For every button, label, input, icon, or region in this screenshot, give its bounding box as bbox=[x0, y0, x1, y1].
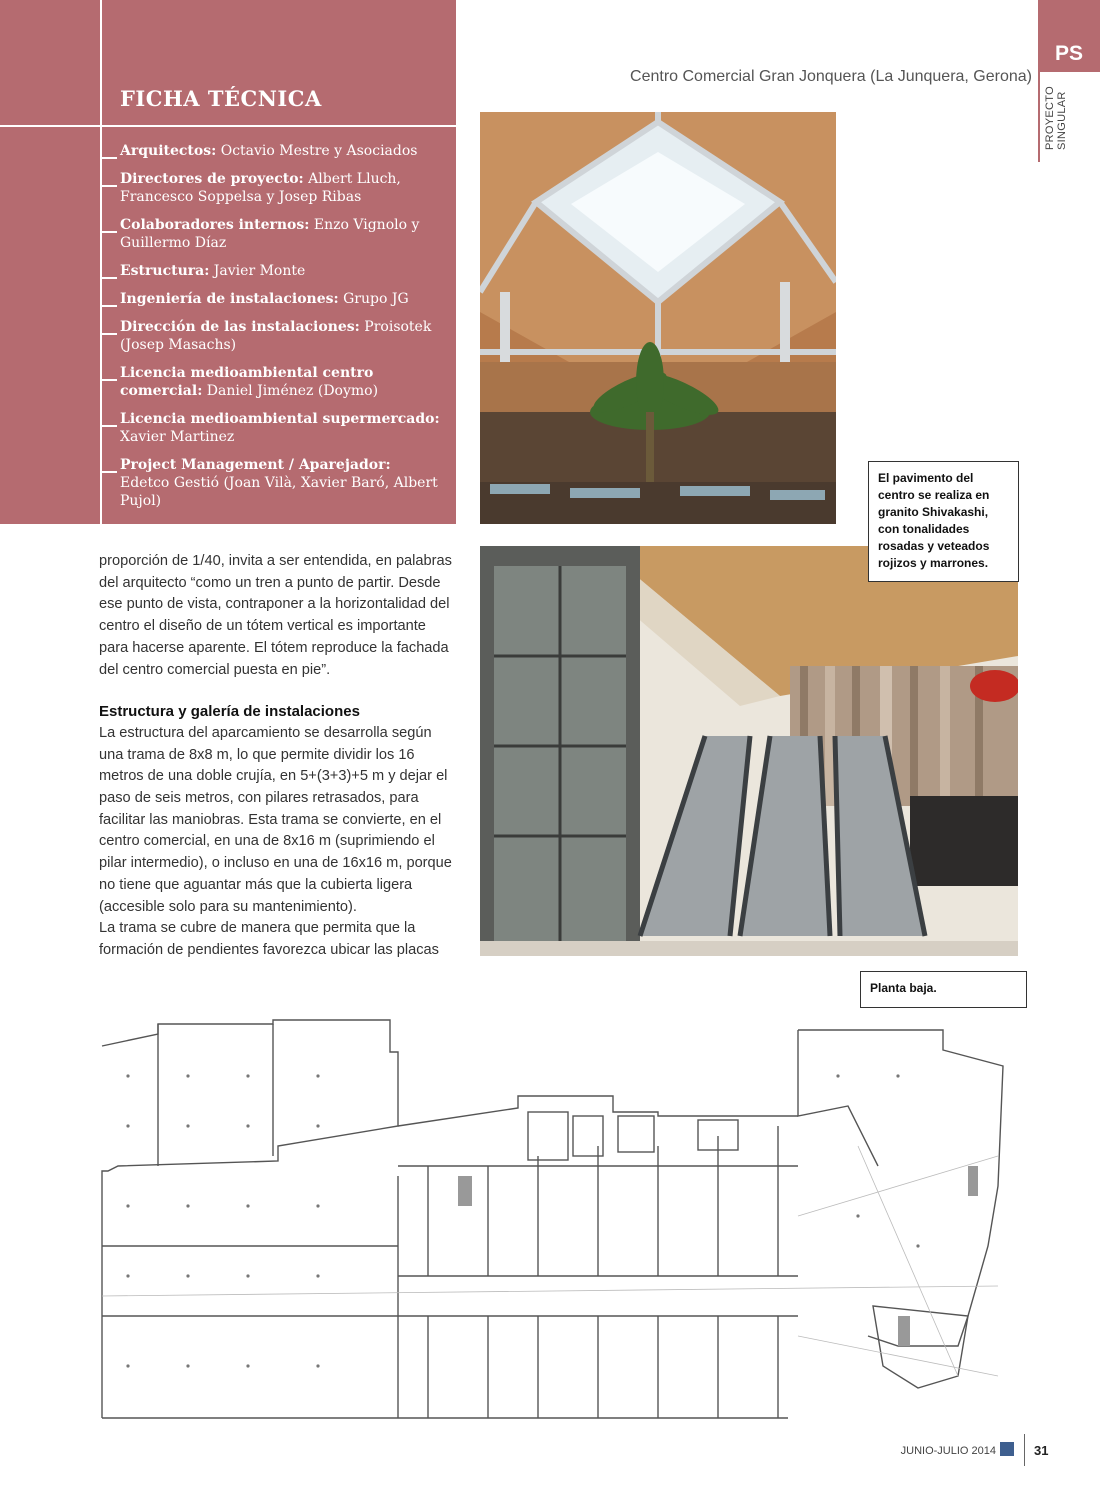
dash-marker bbox=[102, 471, 117, 473]
section-tab-rule bbox=[1038, 72, 1040, 162]
section-tab: PS bbox=[1038, 0, 1100, 72]
dash-marker bbox=[102, 157, 117, 159]
body-paragraph: La estructura del aparcamiento se desarrolla según una trama de 8x8 m, lo que permite dividir los 16 metros de una doble crujía, en 5+(3+3)+5 m y dejar el paso de seis metros, con pilares retrasados, para facilitar las maniobras. Esta trama se convierte, en el centro comercial, en una de 8x16 m (suprimiendo el pilar intermedio), o incluso en una de 16x16 m, porque no tiene que aguantar más que la cubierta ligera (accesible solo para su mantenimiento). bbox=[99, 724, 452, 915]
credit-role: Licencia medioambiental supermercado: bbox=[120, 411, 440, 427]
credit-item bbox=[0, 216, 456, 252]
panel-horizontal-rule bbox=[0, 125, 456, 127]
ground-floor-plan bbox=[98, 1016, 1028, 1422]
photo-caption-floor: El pavimento del centro se realiza en granito Shivakashi, con tonalidades rosadas y veteados rojizos y marrones. bbox=[868, 461, 1019, 582]
credit-role: Ingeniería de instalaciones: bbox=[120, 291, 339, 307]
section-label bbox=[1044, 60, 1074, 150]
credit-role: Colaboradores internos: bbox=[120, 217, 310, 233]
credit-role: Licencia medioambiental centro comercial: bbox=[120, 365, 374, 399]
section-label-line: SINGULAR bbox=[1056, 91, 1068, 150]
skylight-illustration bbox=[480, 112, 836, 524]
section-heading: Estructura y galería de instalaciones bbox=[99, 703, 360, 721]
credit-item bbox=[0, 318, 456, 354]
credit-item bbox=[0, 262, 456, 280]
article-body bbox=[99, 551, 457, 962]
credit-role: Dirección de las instalaciones: bbox=[120, 319, 360, 335]
dash-marker bbox=[102, 277, 117, 279]
credit-role: Arquitectos: bbox=[120, 143, 217, 159]
project-location-header: Centro Comercial Gran Jonquera (La Junquera, Gerona) bbox=[630, 68, 1032, 85]
dash-marker bbox=[102, 305, 117, 307]
section-label-line: PROYECTO bbox=[1044, 86, 1056, 150]
body-paragraph: proporción de 1/40, invita a ser entendida, en palabras del arquitecto “como un tren a punto de partir. Desde ese punto de vista, contraponer a la horizontalidad del centro el diseño de un tótem vertical es importante para hacerse aparente. El tótem reproduce la fachada del centro comercial puesta en pie”. bbox=[99, 553, 452, 678]
credit-names: Enzo Vignolo y Guillermo Díaz bbox=[120, 217, 420, 251]
footer-divider bbox=[1024, 1434, 1025, 1466]
ficha-title: FICHA TÉCNICA bbox=[120, 86, 322, 111]
dash-marker bbox=[102, 185, 117, 187]
body-paragraph: La trama se cubre de manera que permita que la formación de pendientes favorezca ubicar las placas bbox=[99, 920, 439, 958]
dash-marker bbox=[102, 379, 117, 381]
credit-item bbox=[0, 456, 456, 510]
skylight-photo bbox=[480, 112, 836, 524]
floor-plan-drawing bbox=[98, 1016, 1028, 1422]
credit-names: Daniel Jiménez (Doymo) bbox=[202, 383, 379, 399]
credit-item bbox=[0, 364, 456, 400]
credit-names: Grupo JG bbox=[338, 291, 409, 307]
ficha-tecnica-panel bbox=[0, 0, 456, 524]
issue-date: JUNIO-JULIO 2014 bbox=[900, 1445, 996, 1457]
credits-list bbox=[0, 142, 456, 520]
credit-item bbox=[0, 142, 456, 160]
escalator-photo bbox=[480, 546, 1018, 956]
credit-item bbox=[0, 170, 456, 206]
credit-role: Directores de proyecto: bbox=[120, 171, 304, 187]
page-number: 31 bbox=[1034, 1443, 1049, 1458]
credit-role: Estructura: bbox=[120, 263, 210, 279]
credit-names: Proisotek (Josep Masachs) bbox=[120, 319, 432, 353]
escalator-illustration bbox=[480, 546, 1018, 956]
credit-names: Xavier Martinez bbox=[120, 429, 235, 445]
plan-caption: Planta baja. bbox=[860, 971, 1027, 1008]
dash-marker bbox=[102, 333, 117, 335]
credit-names: Octavio Mestre y Asociados bbox=[216, 143, 418, 159]
credit-names: Edetco Gestió (Joan Vilà, Xavier Baró, Albert Pujol) bbox=[120, 475, 438, 509]
publisher-logo-square bbox=[1000, 1442, 1014, 1456]
credit-item bbox=[0, 410, 456, 446]
credit-names: Javier Monte bbox=[209, 263, 306, 279]
dash-marker bbox=[102, 231, 117, 233]
credit-item bbox=[0, 290, 456, 308]
credit-role: Project Management / Aparejador: bbox=[120, 457, 391, 473]
credit-names: Albert Lluch, Francesco Soppelsa y Josep Ribas bbox=[120, 171, 401, 205]
dash-marker bbox=[102, 425, 117, 427]
